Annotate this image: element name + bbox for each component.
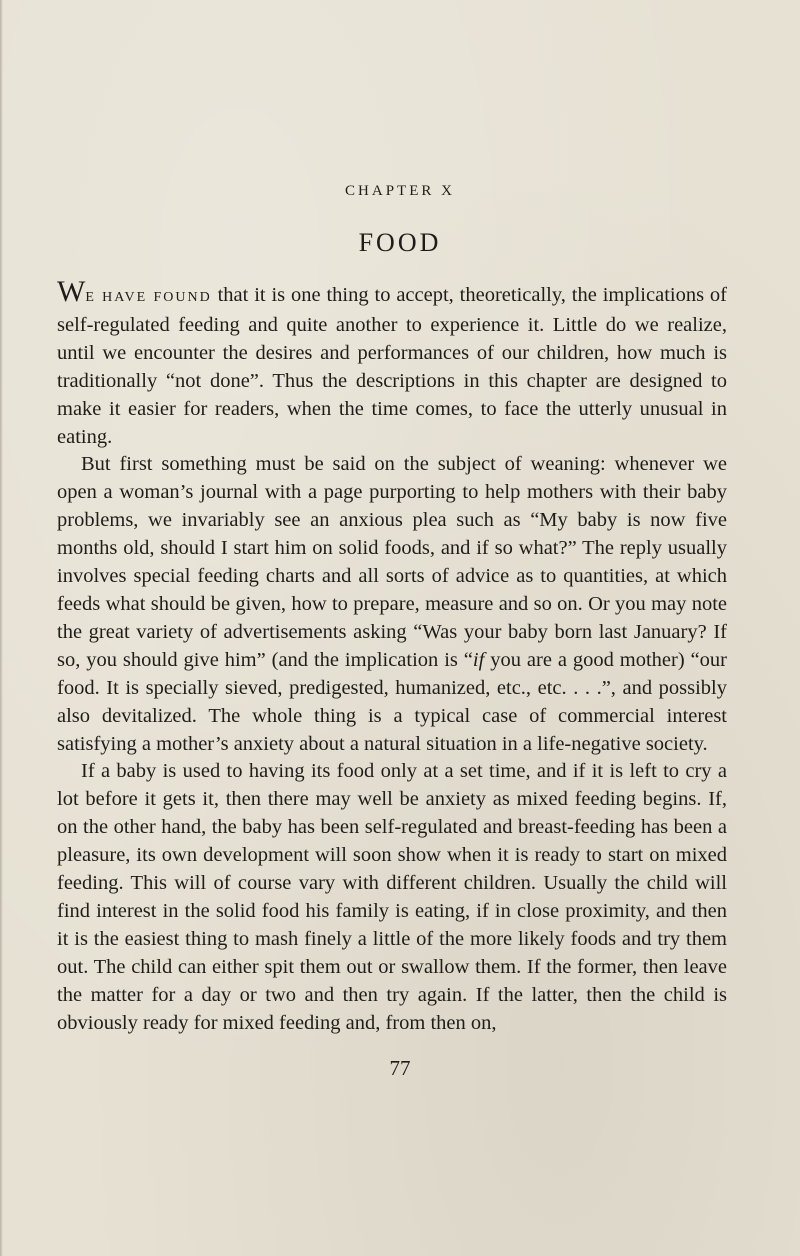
paragraph-1: [57, 275, 728, 451]
paragraph-2-text-b: you are a good mother) “our food. It is specially sieved, predigested, humanized, etc., etc. . . .”, and possibly also devitalized. The whole thing is a typical case of commercial interest satisfying a mother’s anxiety about a natural situation in a life-negative society.: [57, 648, 727, 755]
paragraph-3: If a baby is used to having its food only at a set time, and if it is left to cry a lot before it gets it, then there may well be anxiety as mixed feeding begins. If, on the other hand, the baby has been self-regulated and breast-feeding has been a pleasure, its own development will soon show when it is ready to start on mixed feeding. This will of course vary with different children. Usually the child will find interest in the solid food his family is eating, if in close proximity, and then it is the easiest thing to mash finely a little of the more likely foods and try them out. The child can either spit them out or swallow them. If the former, then leave the matter for a day or two and then try again. If the latter, then the child is obviously ready for mixed feeding and, from then on,: [57, 760, 727, 1034]
page-number: 77: [389, 1056, 411, 1080]
chapter-title: FOOD: [358, 228, 442, 257]
opening-small-caps: E HAVE FOUND: [85, 290, 212, 305]
chapter-body: [57, 275, 728, 1037]
paragraph-2: [57, 451, 727, 758]
drop-initial: W: [57, 275, 86, 308]
chapter-label: CHAPTER X: [345, 183, 455, 199]
paragraph-2-text-a: But first something must be said on the subject of weaning: whenever we open a woman’s journal with a page purporting to help mothers with their baby problems, we invariably see an anxious plea such as “My baby is now five months old, should I start him on solid foods, and if so what?” The reply usually involves special feeding charts and all sorts of advice as to quantities, at which feeds what should be given, how to prepare, measure and so on. Or you may note the great variety of advertisements asking “Was your baby born last January? If so, you should give him” (and the implication is “: [57, 453, 727, 671]
paragraph-2-italic: if: [472, 648, 485, 671]
paragraph-1-text: that it is one thing to accept, theoretically, the implications of self-regulated feeding and quite another to experience it. Little do we realize, until we encounter the desires and performances of our children, how much is traditionally “not done”. Thus the descriptions in this chapter are designed to make it easier for readers, when the time comes, to face the utterly unusual in eating.: [57, 284, 728, 448]
